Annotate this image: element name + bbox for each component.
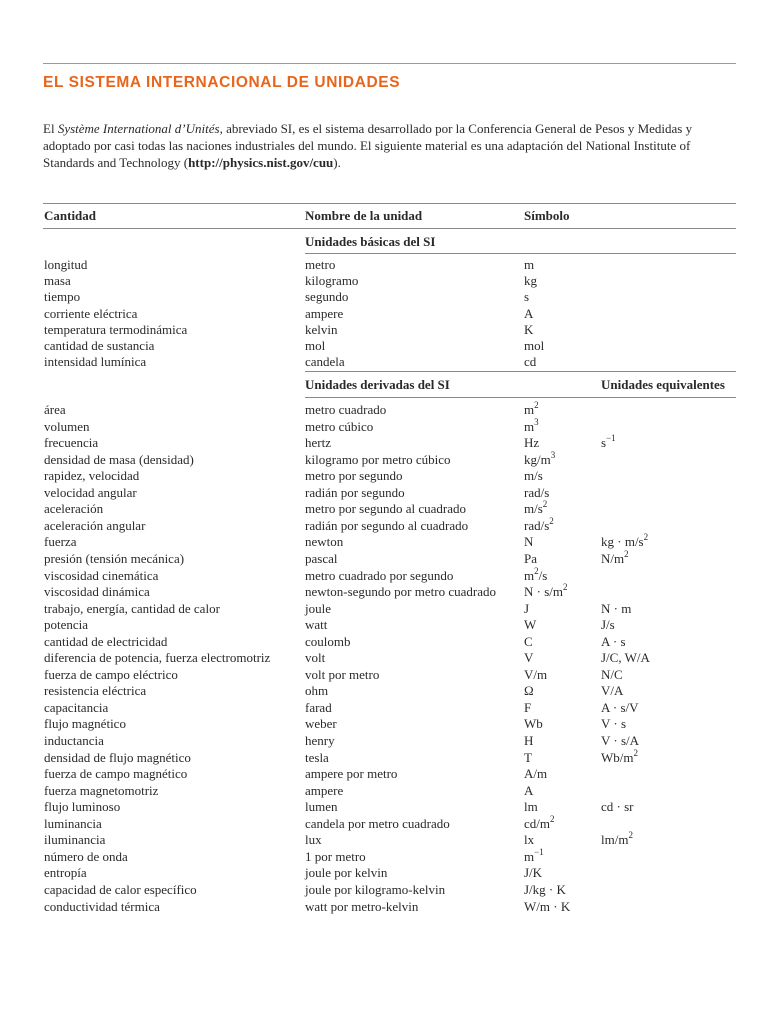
symbol-cell: W/m · K bbox=[524, 898, 571, 914]
equivalent-cell: J/C, W/A bbox=[601, 650, 650, 666]
symbol-cell: J/kg · K bbox=[524, 881, 566, 897]
symbol-cell: m/s bbox=[524, 468, 543, 484]
symbol-cell: H bbox=[524, 733, 534, 748]
symbol-cell: Pa bbox=[524, 550, 537, 566]
quantity-cell: entropía bbox=[44, 865, 87, 881]
quantity-cell: cantidad de sustancia bbox=[44, 338, 155, 353]
table-row bbox=[0, 416, 768, 435]
intro-text-1: El bbox=[43, 121, 58, 136]
unit-name-cell: joule bbox=[305, 600, 331, 616]
table-row bbox=[0, 766, 768, 782]
equivalent-cell: V · s bbox=[601, 716, 627, 732]
unit-name-cell: tesla bbox=[305, 749, 329, 765]
table-row bbox=[0, 435, 768, 451]
equivalent-cell: cd · sr bbox=[601, 799, 634, 815]
table-row bbox=[0, 338, 768, 354]
quantity-cell: frecuencia bbox=[44, 435, 99, 451]
symbol-cell: rad/$s^2$ bbox=[524, 515, 554, 533]
table-row bbox=[0, 716, 768, 732]
equivalent-cell: $s^{-1}$ bbox=[601, 433, 616, 451]
unit-name-cell: metro bbox=[305, 257, 336, 272]
symbol-cell: $kg/m^3$ bbox=[524, 449, 556, 467]
equivalent-cell: $N/m^2$ bbox=[601, 548, 629, 566]
table-row bbox=[0, 485, 768, 501]
table-row bbox=[0, 548, 768, 567]
table-row bbox=[0, 565, 768, 584]
symbol-cell: $cd/m^2$ bbox=[524, 813, 555, 831]
unit-name-cell: coulomb bbox=[305, 633, 351, 649]
table-row bbox=[0, 899, 768, 915]
symbol-cell: kg bbox=[524, 273, 537, 289]
equivalent-cell: V · s/A bbox=[601, 733, 640, 748]
symbol-cell: J/K bbox=[524, 865, 543, 881]
quantity-cell: volumen bbox=[44, 418, 90, 434]
table-top-rule bbox=[43, 203, 736, 204]
equivalent-cell: $Wb/m^2$ bbox=[601, 747, 638, 765]
table-row bbox=[0, 700, 768, 716]
quantity-cell: luminancia bbox=[44, 815, 102, 831]
table-row bbox=[0, 306, 768, 322]
equivalent-cell: V/A bbox=[601, 683, 624, 699]
unit-name-cell: hertz bbox=[305, 435, 331, 451]
quantity-cell: fuerza bbox=[44, 534, 77, 550]
table-row bbox=[0, 468, 768, 484]
symbol-cell: W bbox=[524, 617, 537, 633]
table-row bbox=[0, 846, 768, 865]
quantity-cell: capacidad de calor específico bbox=[44, 881, 197, 897]
symbol-cell: $m^3$ bbox=[524, 416, 539, 434]
symbol-cell: cd bbox=[524, 354, 537, 370]
table-row bbox=[0, 322, 768, 338]
quantity-cell: capacitancia bbox=[44, 699, 109, 715]
symbol-cell: mol bbox=[524, 338, 545, 353]
quantity-cell: masa bbox=[44, 273, 71, 289]
unit-name-cell: watt por metro-kelvin bbox=[305, 898, 419, 914]
table-row bbox=[0, 584, 768, 600]
quantity-cell: velocidad angular bbox=[44, 484, 137, 500]
quantity-cell: temperatura termodinámica bbox=[44, 321, 188, 337]
symbol-cell: $m/s^2$ bbox=[524, 499, 548, 517]
equivalents-header: Unidades equivalentes bbox=[601, 377, 725, 392]
quantity-cell: área bbox=[44, 402, 66, 417]
unit-name-cell: weber bbox=[305, 716, 337, 732]
table-row bbox=[0, 601, 768, 617]
symbol-cell: K bbox=[524, 321, 534, 337]
symbol-cell: $N \cdot s/m^2$ bbox=[524, 582, 568, 600]
col-header-unit-name: Nombre de la unidad bbox=[305, 208, 423, 223]
symbol-cell: Ω bbox=[524, 683, 534, 699]
symbol-cell: Hz bbox=[524, 435, 540, 451]
symbol-cell: lx bbox=[524, 832, 535, 848]
table-row bbox=[0, 273, 768, 289]
base-section-title: Unidades básicas del SI bbox=[305, 234, 436, 249]
quantity-cell: aceleración angular bbox=[44, 517, 146, 533]
quantity-cell: rapidez, velocidad bbox=[44, 468, 140, 484]
quantity-cell: viscosidad cinemática bbox=[44, 567, 159, 583]
table-row bbox=[0, 449, 768, 468]
unit-name-cell: ampere bbox=[305, 305, 344, 321]
unit-name-cell: kilogramo bbox=[305, 273, 359, 289]
table-row bbox=[0, 733, 768, 749]
table-row bbox=[0, 534, 768, 550]
equivalent-cell: $lm/m^2$ bbox=[601, 830, 633, 848]
unit-name-cell: watt bbox=[305, 617, 328, 633]
unit-name-cell: 1 por metro bbox=[305, 848, 366, 864]
quantity-cell: fuerza de campo magnético bbox=[44, 766, 188, 782]
quantity-cell: conductividad térmica bbox=[44, 898, 160, 914]
unit-name-cell: newton bbox=[305, 534, 344, 550]
col-header-quantity: Cantidad bbox=[44, 208, 97, 223]
derived-section-top-rule bbox=[305, 371, 736, 372]
unit-name-cell: joule por kelvin bbox=[305, 865, 388, 881]
equivalent-cell: J/s bbox=[601, 617, 615, 633]
quantity-cell: fuerza magnetomotriz bbox=[44, 782, 159, 798]
quantity-cell: diferencia de potencia, fuerza electromotriz bbox=[44, 650, 271, 666]
quantity-cell: resistencia eléctrica bbox=[44, 683, 147, 699]
table-row bbox=[0, 667, 768, 683]
unit-name-cell: metro cúbico bbox=[305, 418, 374, 434]
quantity-cell: tiempo bbox=[44, 289, 81, 305]
symbol-cell: C bbox=[524, 633, 533, 649]
unit-name-cell: ohm bbox=[305, 683, 329, 699]
symbol-cell: Wb bbox=[524, 716, 543, 732]
quantity-cell: flujo luminoso bbox=[44, 799, 121, 815]
unit-name-cell: candela bbox=[305, 354, 345, 370]
unit-name-cell: kilogramo por metro cúbico bbox=[305, 451, 451, 467]
symbol-cell: A bbox=[524, 782, 534, 798]
symbol-cell: s bbox=[524, 289, 530, 305]
symbol-cell: lm bbox=[524, 799, 538, 815]
table-row bbox=[0, 515, 768, 534]
top-divider bbox=[43, 63, 736, 64]
table-row bbox=[0, 683, 768, 699]
intro-paragraph bbox=[43, 120, 738, 171]
quantity-cell: fuerza de campo eléctrico bbox=[44, 666, 178, 682]
unit-name-cell: lux bbox=[305, 832, 322, 848]
table-row bbox=[0, 354, 768, 370]
symbol-cell: $m^2$ bbox=[524, 400, 539, 417]
equivalent-cell: N/C bbox=[601, 666, 623, 682]
table-row bbox=[0, 783, 768, 799]
quantity-cell: densidad de masa (densidad) bbox=[44, 451, 194, 467]
quantity-cell: número de onda bbox=[44, 848, 128, 864]
symbol-cell: A bbox=[524, 305, 534, 321]
unit-name-cell: radián por segundo bbox=[305, 484, 405, 500]
quantity-cell: iluminancia bbox=[44, 832, 106, 848]
equivalent-cell: A · s/V bbox=[601, 699, 639, 715]
table-row bbox=[0, 882, 768, 898]
table-row bbox=[0, 617, 768, 633]
unit-name-cell: lumen bbox=[305, 799, 338, 815]
symbol-cell: m bbox=[524, 257, 535, 272]
table-row bbox=[0, 865, 768, 881]
symbol-cell: N bbox=[524, 534, 534, 550]
table-row bbox=[0, 402, 768, 418]
unit-name-cell: volt bbox=[305, 650, 326, 666]
symbol-cell: F bbox=[524, 699, 532, 715]
symbol-cell: V/m bbox=[524, 666, 548, 682]
equivalent-cell: kg · $m/s^2$ bbox=[601, 532, 649, 550]
equivalent-cell: N · m bbox=[601, 600, 632, 616]
quantity-cell: trabajo, energía, cantidad de calor bbox=[44, 600, 220, 616]
table-row bbox=[0, 257, 768, 273]
unit-name-cell: farad bbox=[305, 699, 332, 715]
unit-name-cell: newton-segundo por metro cuadrado bbox=[305, 584, 496, 600]
quantity-cell: longitud bbox=[44, 257, 88, 272]
symbol-cell: A/m bbox=[524, 766, 548, 782]
unit-name-cell: ampere bbox=[305, 782, 344, 798]
equivalent-cell: A · s bbox=[601, 633, 626, 649]
quantity-cell: intensidad lumínica bbox=[44, 354, 147, 370]
unit-name-cell: henry bbox=[305, 733, 335, 748]
quantity-cell: cantidad de electricidad bbox=[44, 633, 168, 649]
table-row bbox=[0, 747, 768, 766]
base-section-rule bbox=[305, 253, 736, 254]
quantity-cell: densidad de flujo magnético bbox=[44, 749, 191, 765]
unit-name-cell: radián por segundo al cuadrado bbox=[305, 517, 469, 533]
table-row bbox=[0, 650, 768, 666]
derived-section-title: Unidades derivadas del SI bbox=[305, 377, 450, 392]
quantity-cell: potencia bbox=[44, 617, 89, 633]
symbol-cell: $m^{-1}$ bbox=[524, 846, 544, 864]
quantity-cell: aceleración bbox=[44, 501, 104, 517]
table-row bbox=[0, 799, 768, 815]
symbol-cell: rad/s bbox=[524, 484, 550, 500]
table-row bbox=[0, 813, 768, 832]
unit-name-cell: ampere por metro bbox=[305, 766, 398, 782]
quantity-cell: flujo magnético bbox=[44, 716, 126, 732]
intro-url: http://physics.nist.gov/cuu bbox=[188, 155, 334, 170]
quantity-cell: corriente eléctrica bbox=[44, 305, 138, 321]
unit-name-cell: segundo bbox=[305, 289, 349, 305]
unit-name-cell: volt por metro bbox=[305, 666, 380, 682]
unit-name-cell: joule por kilogramo-kelvin bbox=[305, 881, 446, 897]
quantity-cell: inductancia bbox=[44, 733, 104, 748]
derived-section-rule bbox=[305, 397, 736, 398]
table-row bbox=[0, 501, 768, 517]
intro-text-3: ). bbox=[333, 155, 341, 170]
unit-name-cell: mol bbox=[305, 338, 326, 353]
unit-name-cell: kelvin bbox=[305, 321, 338, 337]
unit-name-cell: metro cuadrado bbox=[305, 402, 387, 417]
table-row bbox=[0, 832, 768, 848]
symbol-cell: J bbox=[524, 600, 530, 616]
unit-name-cell: metro cuadrado por segundo bbox=[305, 567, 454, 583]
intro-text-2: , abreviado SI, es el sistema desarrollado por la Conferencia General de Pesos y Medidas y adoptado por casi todas las naciones industriales del mundo. El siguiente material es una adaptación del National Institute of Standards and Technology ( bbox=[43, 121, 693, 170]
col-header-symbol: Símbolo bbox=[524, 208, 570, 223]
quantity-cell: presión (tensión mecánica) bbox=[44, 550, 185, 566]
table-row bbox=[0, 289, 768, 305]
symbol-cell: $m^2/s$ bbox=[524, 565, 548, 583]
quantity-cell: viscosidad dinámica bbox=[44, 584, 150, 600]
unit-name-cell: candela por metro cuadrado bbox=[305, 815, 450, 831]
page-title: EL SISTEMA INTERNACIONAL DE UNIDADES bbox=[43, 74, 401, 91]
unit-name-cell: metro por segundo bbox=[305, 468, 403, 484]
unit-name-cell: pascal bbox=[305, 550, 338, 566]
header-rule bbox=[43, 228, 736, 229]
symbol-cell: V bbox=[524, 650, 534, 666]
symbol-cell: T bbox=[524, 749, 532, 765]
table-row bbox=[0, 634, 768, 650]
unit-name-cell: metro por segundo al cuadrado bbox=[305, 501, 467, 517]
intro-italic-name: Système International d’Unités bbox=[57, 121, 220, 136]
